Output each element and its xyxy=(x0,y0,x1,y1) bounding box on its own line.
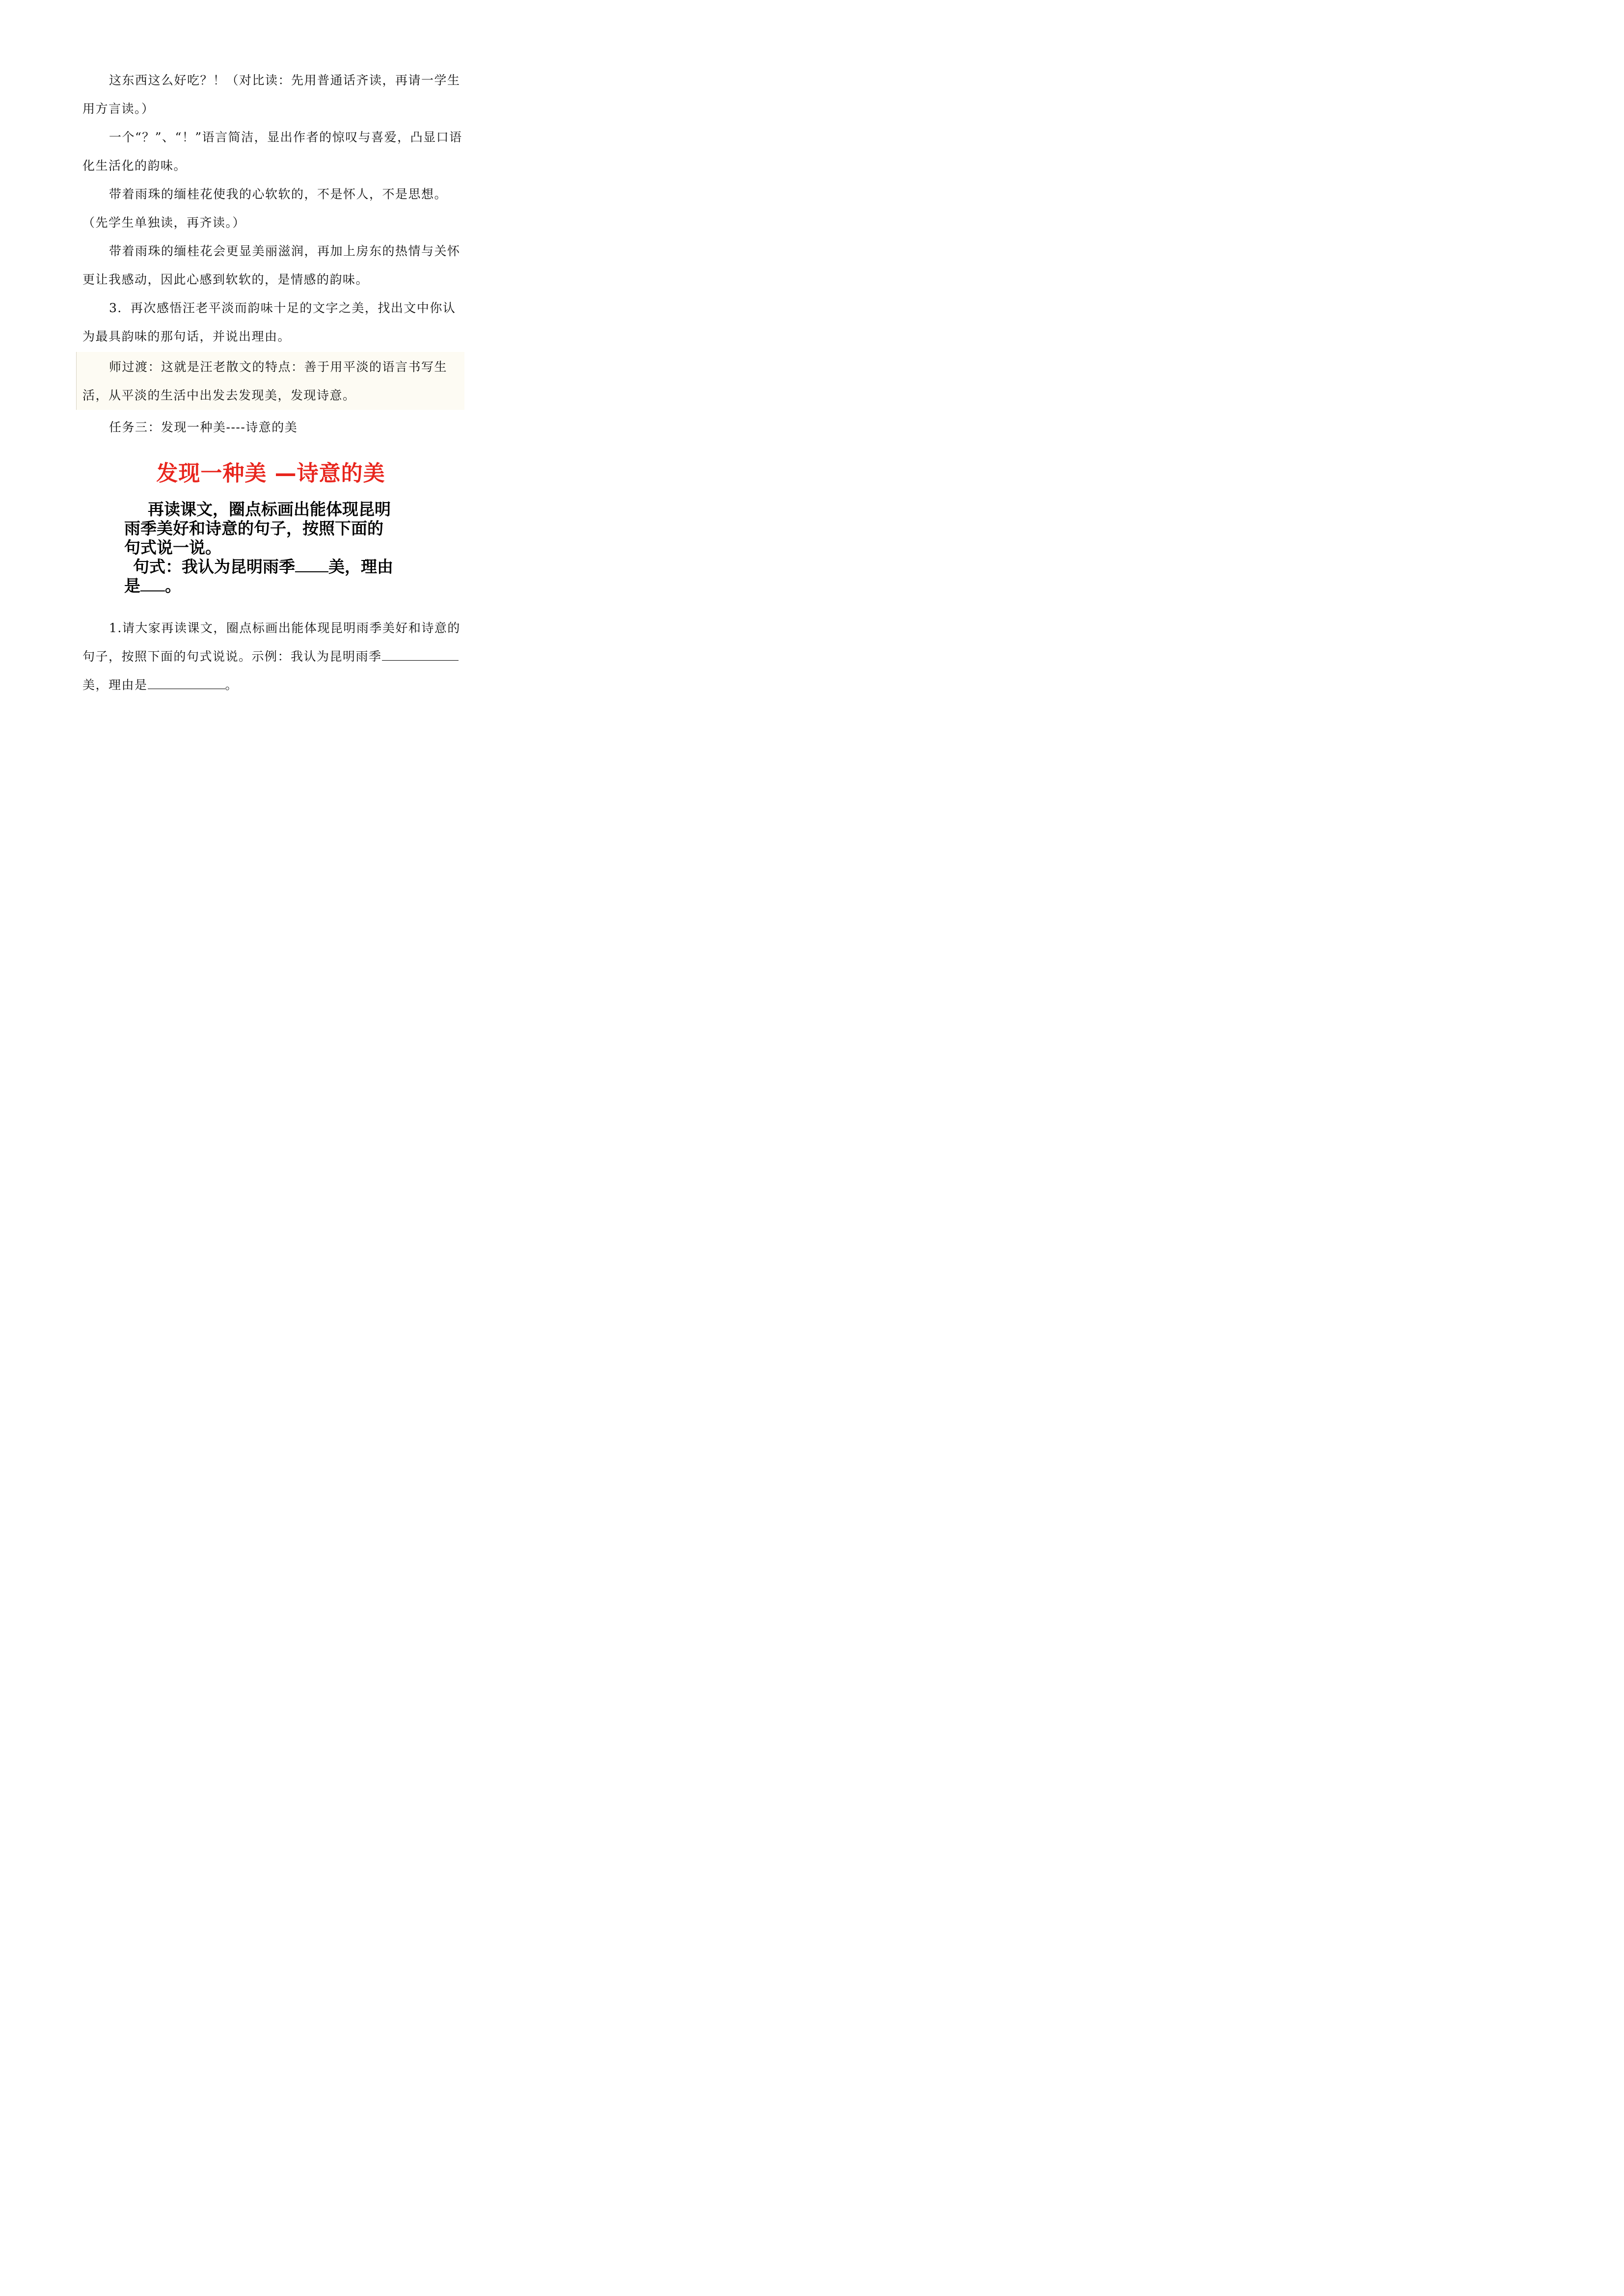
slide-line-reason xyxy=(124,576,409,595)
slide-title: 发现一种美 —诗意的美 xyxy=(156,461,385,486)
paragraph-teacher-transition: 师过渡：这就是汪老散文的特点：善于用平淡的语言书写生活，从平淡的生活中出发去发现美，发现诗意。 xyxy=(82,360,448,402)
exercise-text: 1.请大家再读课文，圈点标画出能体现昆明雨季美好和诗意的句子，按照下面的句式说说。示例：我认为昆明雨季 xyxy=(82,621,460,664)
paragraph-punctuation-analysis: 一个“？”、“！”语言简洁，显出作者的惊叹与喜爱，凸显口语化生活化的韵味。 xyxy=(82,130,462,173)
paragraph-exercise-1 xyxy=(82,614,463,699)
answer-blank[interactable] xyxy=(148,678,225,689)
slide-line-pattern xyxy=(124,557,409,576)
slide-blank xyxy=(140,578,165,591)
paragraph-step-3: 3．再次感悟汪老平淡而韵味十足的文字之美，找出文中你认为最具韵味的那句话，并说出理由。 xyxy=(82,301,456,344)
exercise-text: 。 xyxy=(225,678,239,692)
slide-line: 句式说一说。 xyxy=(124,538,221,557)
slide-reason-end: 。 xyxy=(165,576,181,595)
task-three-heading: 任务三：发现一种美----诗意的美 xyxy=(109,420,298,434)
slide-body xyxy=(124,500,409,595)
paragraph-quote-flower: 带着雨珠的缅桂花使我的心软软的，不是怀人，不是思想。（先学生单独读，再齐读。） xyxy=(82,187,448,230)
slide-reason-text: 是 xyxy=(124,576,140,595)
slide-pattern-text: 美，理由 xyxy=(328,557,393,576)
slide-pattern-text: 句式：我认为昆明雨季 xyxy=(133,557,295,576)
slide-line: 再读课文，圈点标画出能体现昆明 xyxy=(148,500,391,519)
exercise-text: 美，理由是 xyxy=(82,678,148,692)
paragraph-reading-note: 这东西这么好吃？！（对比读：先用普通话齐读，再请一学生用方言读。） xyxy=(82,73,460,116)
answer-blank[interactable] xyxy=(382,649,459,661)
paragraph-flower-analysis: 带着雨珠的缅桂花会更显美丽滋润，再加上房东的热情与关怀更让我感动，因此心感到软软的，是情感的韵味。 xyxy=(82,244,460,287)
slide-line: 雨季美好和诗意的句子，按照下面的 xyxy=(124,519,383,538)
slide-blank xyxy=(295,559,328,572)
